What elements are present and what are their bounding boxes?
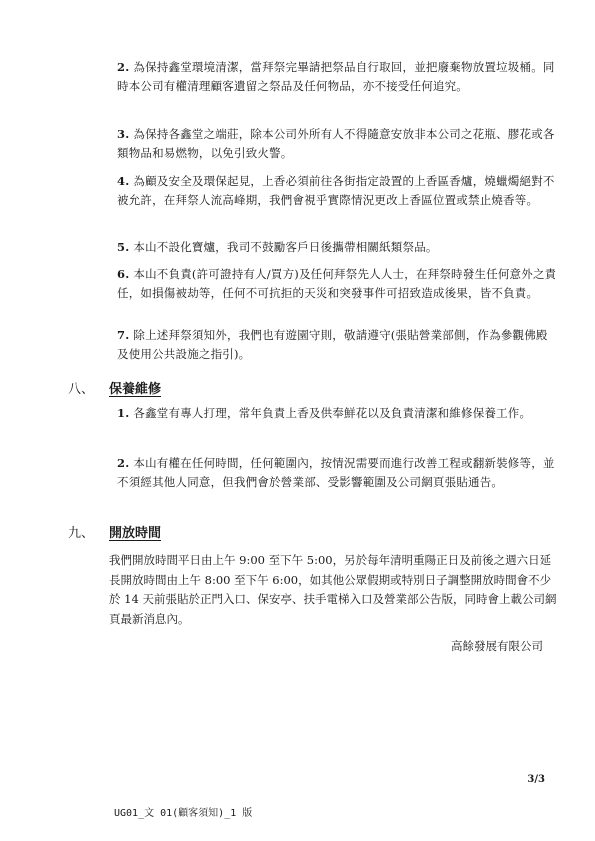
- document-code: UG01_文 01(顧客須知)_1 版: [114, 808, 253, 819]
- item-number: 3.: [117, 127, 130, 141]
- maintenance-item-2: [117, 454, 557, 492]
- notice-item-5: [117, 238, 557, 257]
- notice-item-3: [117, 125, 557, 163]
- notice-item-2: [117, 58, 557, 96]
- item-number: 2.: [117, 456, 130, 470]
- item-number: 5.: [117, 240, 130, 254]
- item-number: 7.: [117, 328, 130, 342]
- item-text: 除上述拜祭須知外，我們也有遊園守則，敬請遵守(張貼營業部側，作為參觀佛殿及使用公共設施之指引)。: [117, 328, 548, 361]
- item-text: 本山有權在任何時間，任何範圍內，按情況需要而進行改善工程或翻新裝修等，並不須經其他人同意，但我們會於營業部、受影響範圍及公司網頁張貼通告。: [117, 456, 555, 489]
- item-text: 為顧及安全及環保起見，上香必須前往各街指定設置的上香區香爐，燒蠟燭絕對不被允許，在拜祭人流高峰期，我們會視乎實際情況更改上香區位置或禁止燒香等。: [117, 174, 555, 207]
- section-9-number: 九、: [68, 526, 95, 541]
- section-8-number: 八、: [68, 382, 95, 397]
- notice-item-4: [117, 172, 557, 210]
- item-number: 4.: [117, 174, 130, 188]
- opening-hours-paragraph: 我們開放時間平日由上午 9:00 至下午 5:00，另於每年清明重陽正日及前後之週六日延長開放時間由上午 8:00 至下午 6:00，如其他公眾假期或特別日子調整開放時間會不少於 14 天前張貼於正門入口、保安亭、扶手電梯入口及營業部公告版，同時會上載公司網頁最新消息內。: [109, 553, 557, 626]
- company-name: 高餘發展有限公司: [451, 639, 543, 653]
- item-number: 6.: [117, 267, 130, 281]
- item-text: 為保持鑫堂環境清潔，當拜祭完畢請把祭品自行取回，並把廢棄物放置垃圾桶。同時本公司有權清理顧客遺留之祭品及任何物品，亦不接受任何追究。: [117, 60, 555, 93]
- section-9-title: 開放時間: [109, 526, 162, 541]
- notice-item-7: [117, 326, 557, 364]
- maintenance-item-1: [117, 404, 557, 423]
- item-number: 1.: [117, 406, 130, 420]
- item-number: 2.: [117, 60, 130, 74]
- page-number: 3/3: [527, 774, 545, 785]
- notice-item-6: [117, 265, 557, 303]
- item-text: 本山不設化寶爐，我司不鼓勵客戶日後攜帶相關紙類祭品。: [133, 240, 438, 254]
- section-8-title: 保養維修: [109, 382, 162, 397]
- item-text: 為保持各鑫堂之端莊，除本公司外所有人不得隨意安放非本公司之花瓶、膠花或各類物品和易燃物，以免引致火警。: [117, 127, 555, 160]
- item-text: 各鑫堂有專人打理，常年負責上香及供奉鮮花以及負責清潔和維修保養工作。: [133, 406, 532, 420]
- item-text: 本山不負責(許可證持有人/買方)及任何拜祭先人人士，在拜祭時發生任何意外之責任，如損傷被劫等，任何不可抗拒的天災和突發事件可招致造成後果，皆不負責。: [117, 267, 557, 300]
